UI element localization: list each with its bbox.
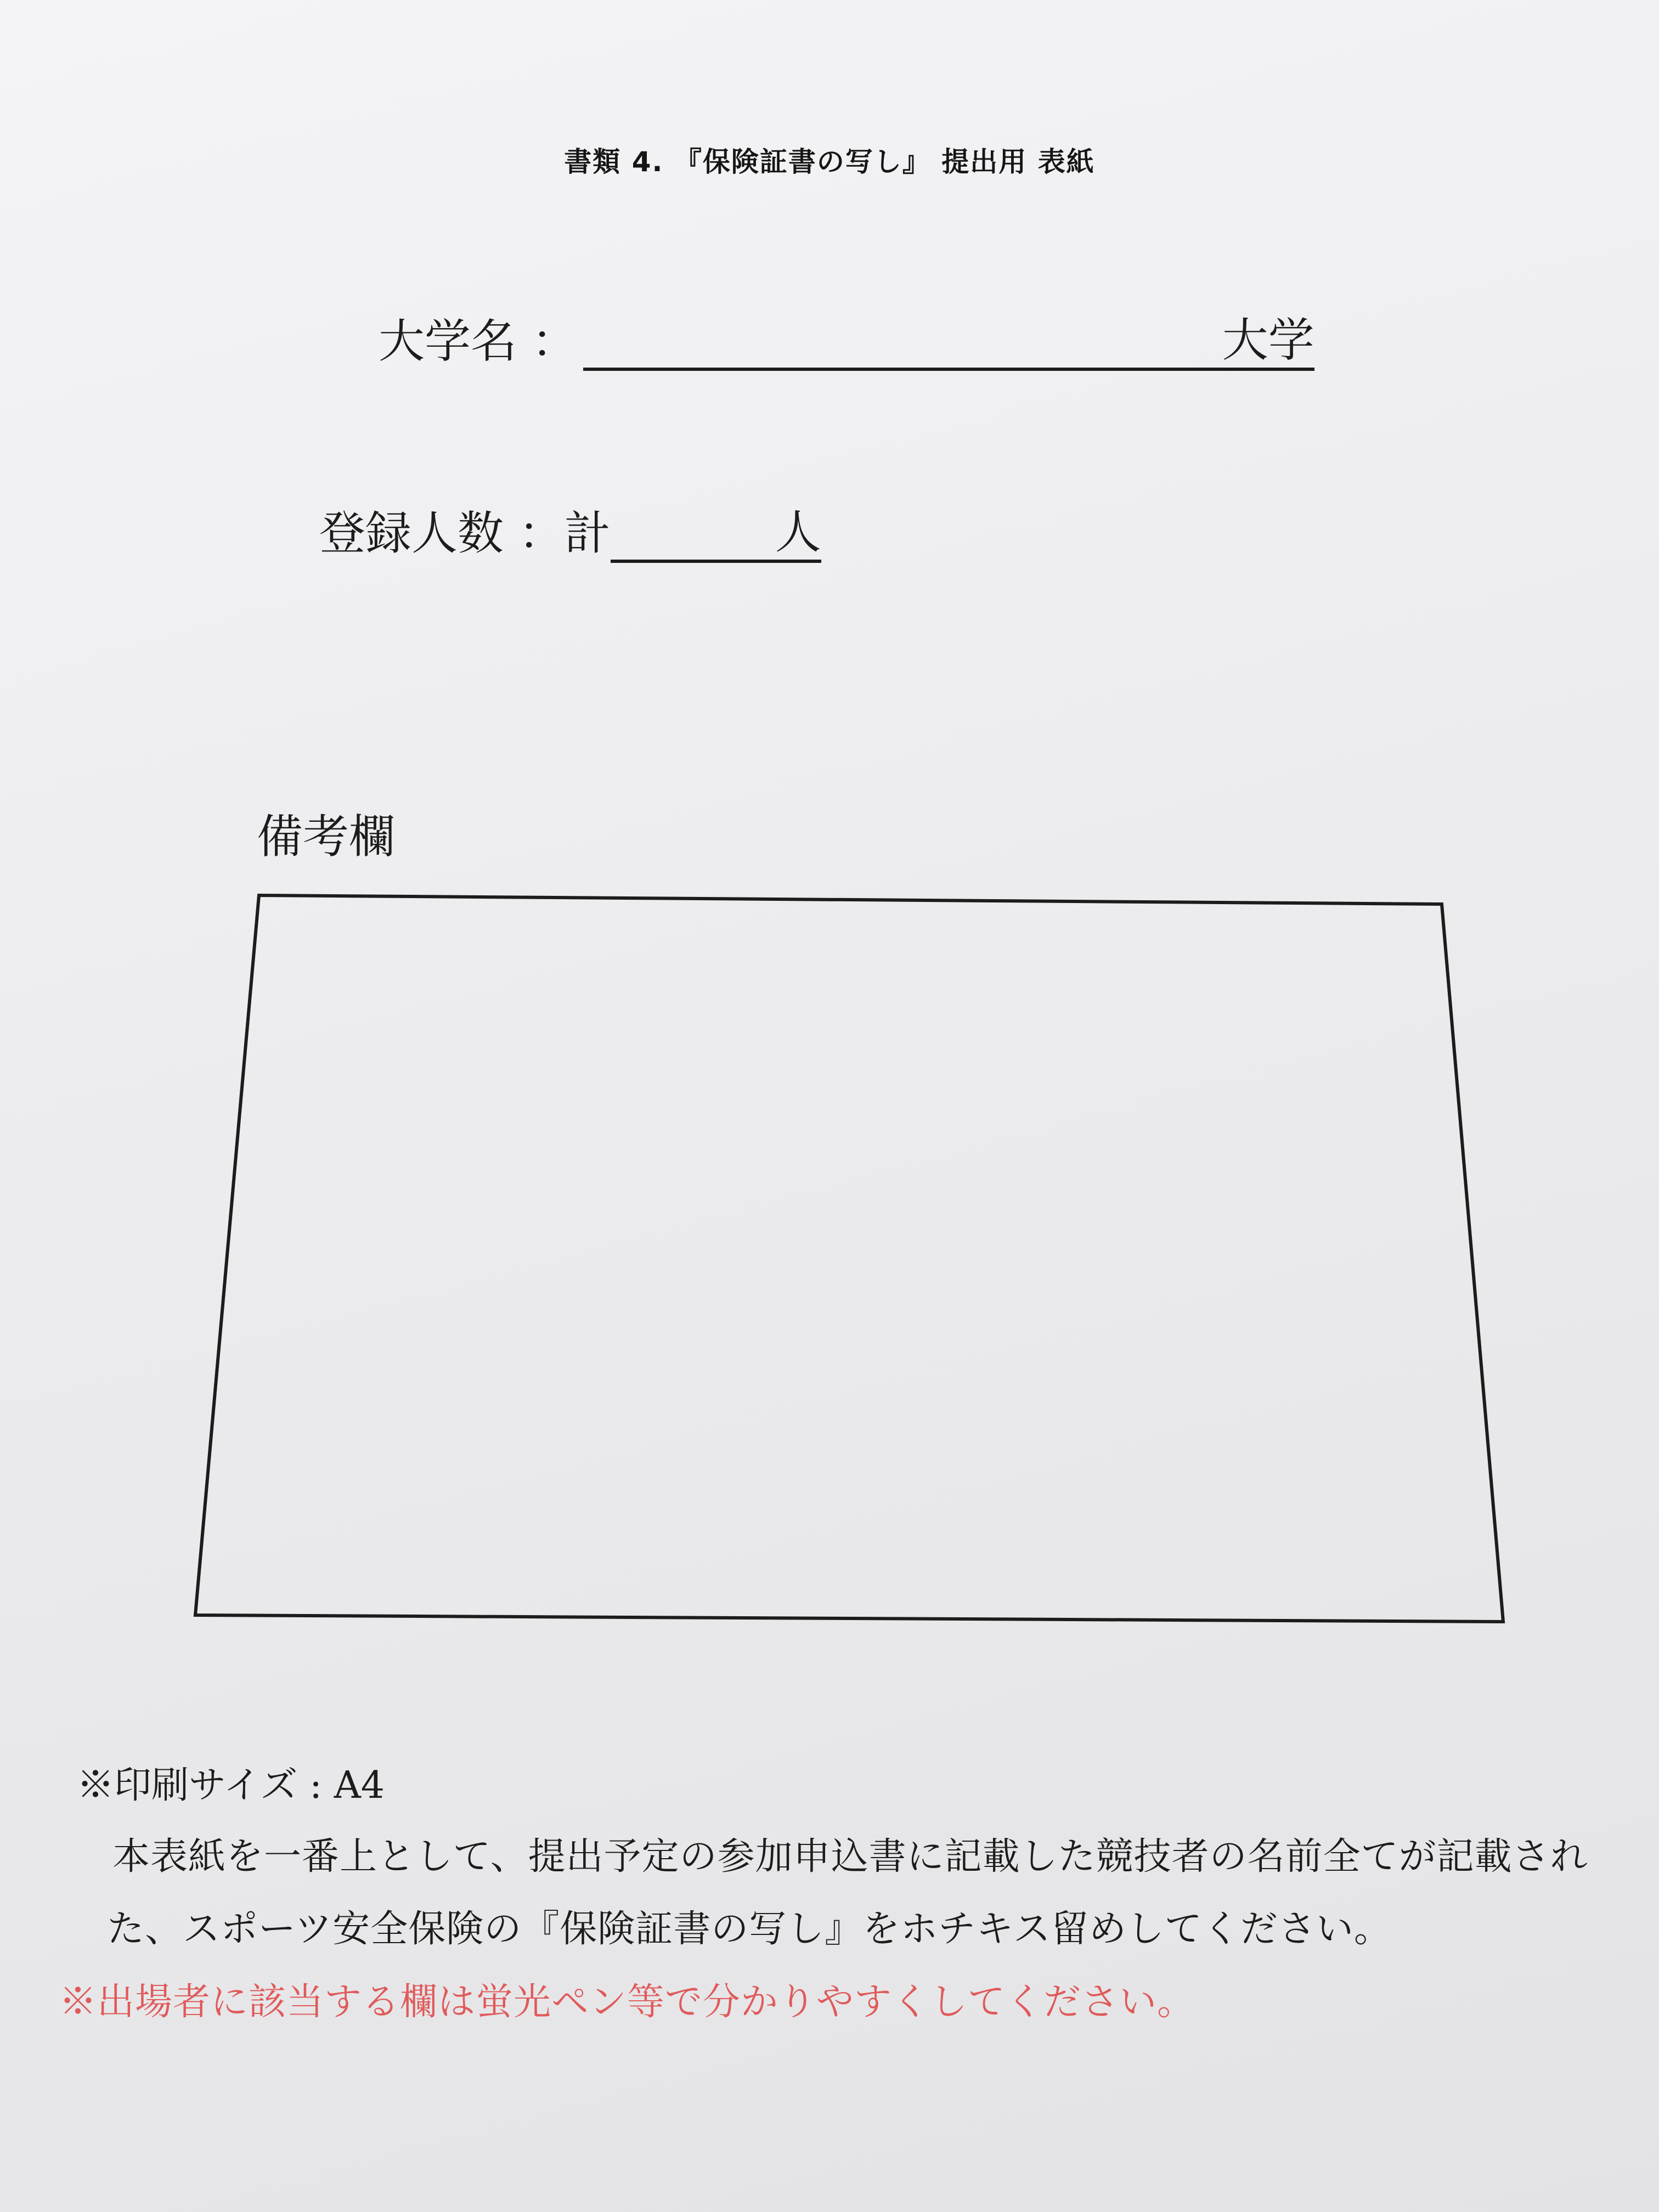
instruction-line-1: 本表紙を一番上として、提出予定の参加申込書に記載した競技者の名前全てが記載され <box>112 1835 1588 1878</box>
university-label: 大学名 ： <box>379 314 578 368</box>
member-count-suffix: 人 <box>775 505 821 563</box>
print-size-note: ※印刷サイズ : A4 <box>77 1764 385 1807</box>
remarks-label: 備考欄 <box>257 810 396 864</box>
highlight-note: ※出場者に該当する欄は蛍光ペン等で分かりやすくしてください。 <box>59 1980 1195 2024</box>
university-suffix: 大学 <box>1222 313 1314 371</box>
member-count-label: 登録人数 ：計 <box>319 506 611 560</box>
instruction-line-2: た、スポーツ安全保険の『保険証書の写し』をホチキス留めしてください。 <box>107 1908 1392 1951</box>
document-title: 書類 4. 『保険証書の写し』 提出用 表紙 <box>564 146 1095 178</box>
